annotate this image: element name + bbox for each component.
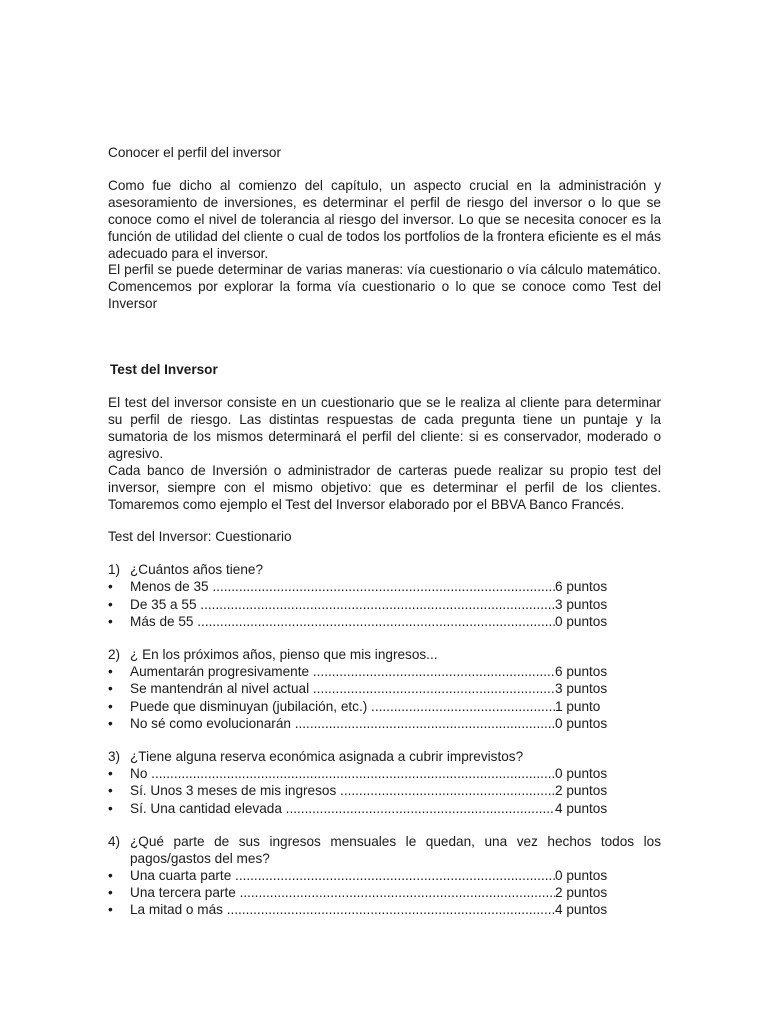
bullet-icon: • (108, 783, 113, 799)
question-text: ¿Tiene alguna reserva económica asignada a cubrir imprevistos? (130, 749, 524, 765)
option-score: 3 puntos (555, 681, 608, 697)
bullet-icon: • (108, 885, 113, 901)
bullet-icon: • (108, 613, 113, 629)
question-block (108, 834, 661, 920)
option-item (108, 597, 661, 614)
question-header (108, 834, 661, 868)
option-item (108, 614, 661, 631)
option-score: 0 puntos (555, 766, 608, 782)
question-number: 4) (108, 834, 121, 849)
option-list (108, 664, 661, 733)
bullet-icon: • (108, 698, 113, 714)
option-label: Una cuarta parte ..... (130, 868, 555, 885)
option-score: 4 puntos (555, 902, 608, 918)
question-block (108, 749, 661, 818)
option-label: Más de 55 ..... (130, 614, 555, 631)
option-item (108, 885, 661, 902)
option-item (108, 766, 661, 783)
bullet-icon: • (108, 902, 113, 918)
option-label: Aumentarán progresivamente ..... (130, 664, 555, 681)
test-paragraph: El test del inversor consiste en un cuestionario que se le realiza al cliente para determinar su perfil de riesgo. Las distintas respuestas de cada pregunta tiene un puntaje y la sumatoria de los mismos determinará el perfil del cliente: si es conservador, moderado o agresivo. (108, 395, 661, 461)
bullet-icon: • (108, 681, 113, 697)
option-item (108, 699, 661, 716)
question-number: 3) (108, 749, 121, 765)
bullet-icon: • (108, 766, 113, 782)
option-score: 6 puntos (555, 664, 608, 680)
question-header (108, 562, 661, 579)
option-label: Una tercera parte ..... (130, 885, 555, 902)
option-score: 2 puntos (555, 783, 608, 799)
option-item (108, 868, 661, 885)
option-score: 0 puntos (555, 613, 608, 629)
option-score: 1 punto (555, 698, 601, 714)
option-score: 0 puntos (555, 715, 608, 731)
question-header (108, 647, 661, 664)
option-score: 4 puntos (555, 800, 608, 816)
questionnaire-title: Test del Inversor: Cuestionario (108, 529, 292, 545)
question-number: 2) (108, 647, 121, 663)
option-list (108, 766, 661, 818)
option-label: Se mantendrán al nivel actual ..... (130, 681, 555, 698)
option-item (108, 902, 661, 919)
intro-paragraph: Como fue dicho al comienzo del capítulo, un aspecto crucial en la administración y asesoramiento de inversiones, es determinar el perfil de riesgo del inversor o lo que se conoce como el nivel de tolerancia al riesgo del inversor. Lo que se necesita conocer es la función de utilidad del cliente o cual de todos los portfolios de la frontera eficiente es el más adecuado para el inversor. (108, 177, 661, 261)
option-label: No sé como evolucionarán ..... (130, 716, 555, 733)
question-text: ¿Cuántos años tiene? (130, 562, 264, 578)
option-item (108, 681, 661, 698)
question-block (108, 562, 661, 631)
option-label: Sí. Unos 3 meses de mis ingresos ..... (130, 783, 555, 800)
option-label: La mitad o más ..... (130, 902, 555, 919)
intro-paragraph: El perfil se puede determinar de varias maneras: vía cuestionario o vía cálculo matemático. Comencemos por explorar la forma vía cuestionario o lo que se conoce como Test del Inversor (108, 262, 661, 312)
option-item (108, 801, 661, 818)
option-list (108, 579, 661, 631)
option-list (108, 868, 661, 920)
bullet-icon: • (108, 800, 113, 816)
option-item (108, 579, 661, 596)
document-body (108, 145, 661, 920)
option-label: De 35 a 55 ..... (130, 597, 555, 614)
question-text: ¿Qué parte de sus ingresos mensuales le quedan, una vez hechos todos los pagos/gastos del mes? (130, 834, 661, 866)
bullet-icon: • (108, 664, 113, 680)
option-label: Menos de 35 ..... (130, 579, 555, 596)
bullet-icon: • (108, 715, 113, 731)
option-item (108, 664, 661, 681)
option-score: 3 puntos (555, 596, 608, 612)
option-score: 0 puntos (555, 867, 608, 883)
option-item (108, 783, 661, 800)
question-header (108, 749, 661, 766)
page-title: Conocer el perfil del inversor (108, 145, 282, 160)
question-text: ¿ En los próximos años, pienso que mis ingresos... (130, 647, 438, 663)
bullet-icon: • (108, 596, 113, 612)
section-heading: Test del Inversor (110, 362, 218, 378)
option-label: Sí. Una cantidad elevada ..... (130, 801, 555, 818)
option-label: Puede que disminuyan (jubilación, etc.) ..... (130, 699, 555, 716)
bullet-icon: • (108, 867, 113, 883)
question-number: 1) (108, 562, 121, 578)
option-label: No ..... (130, 766, 555, 783)
option-score: 2 puntos (555, 885, 608, 901)
option-item (108, 716, 661, 733)
option-score: 6 puntos (555, 579, 608, 595)
question-block (108, 647, 661, 733)
test-paragraph: Cada banco de Inversión o administrador de carteras puede realizar su propio test del inversor, siempre con el mismo objetivo: que es determinar el perfil de los clientes. Tomaremos como ejemplo el Test del Inversor elaborado por el BBVA Banco Francés. (108, 462, 661, 512)
bullet-icon: • (108, 579, 113, 595)
